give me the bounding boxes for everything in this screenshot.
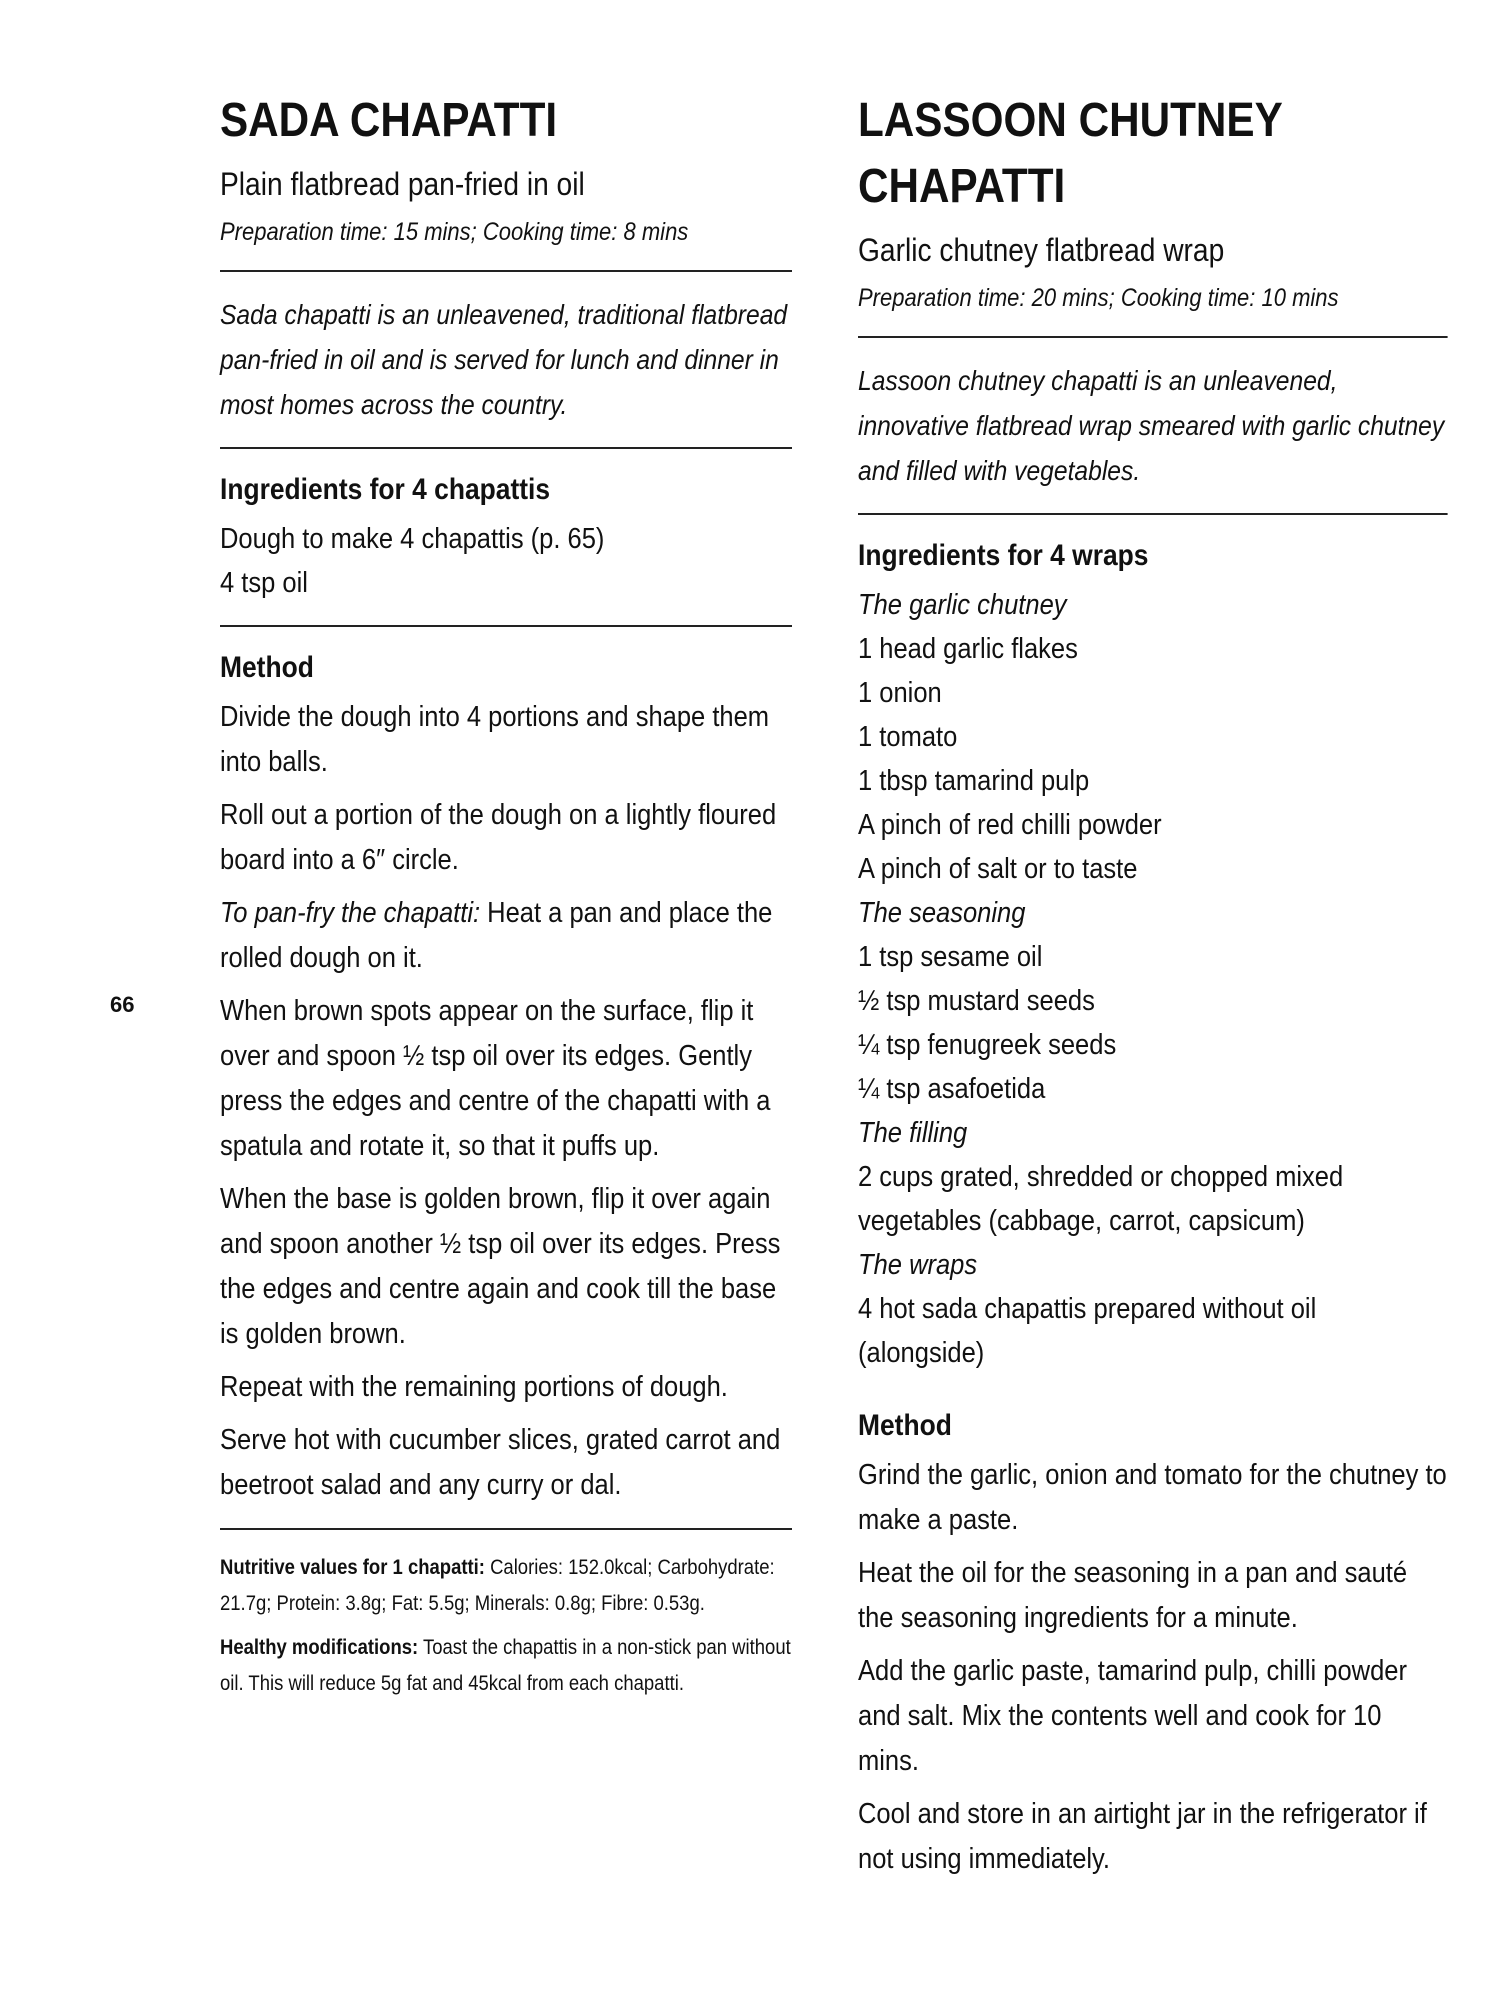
ingredient-item: 4 hot sada chapattis prepared without oil (alongside) bbox=[858, 1293, 1317, 1369]
divider bbox=[220, 270, 792, 272]
method-step: Serve hot with cucumber slices, grated carrot and beetroot salad and any curry or dal. bbox=[220, 1424, 781, 1501]
method-step: When brown spots appear on the surface, flip it over and spoon ½ tsp oil over its edges. Gently press the edges and centre of the chapatti with a spatula and rotate it, so that it puffs up. bbox=[220, 995, 771, 1162]
ingredient-item: ¼ tsp asafoetida bbox=[858, 1073, 1046, 1105]
method-step: Divide the dough into 4 portions and shape them into balls. bbox=[220, 701, 770, 778]
method-step bbox=[220, 891, 792, 981]
nutrition-text: Calories: 152.0kcal; Carbohydrate: 21.7g; Protein: 3.8g; Fat: 5.5g; Minerals: 0.8g; Fibre: 0.53g. bbox=[220, 1556, 775, 1615]
method-step-label: To pan-fry the chapatti: bbox=[220, 897, 481, 929]
recipe-intro: Lassoon chutney chapatti is an unleavened, innovative flatbread wrap smeared with garlic chutney and filled with vegetables. bbox=[858, 365, 1445, 486]
nutrition-label: Nutritive values for 1 chapatti: bbox=[220, 1556, 485, 1579]
recipe-timing: Preparation time: 20 mins; Cooking time: 10 mins bbox=[858, 284, 1339, 312]
recipe-title-line: LASSOON CHUTNEY bbox=[858, 94, 1283, 147]
method-step: Cool and store in an airtight jar in the refrigerator if not using immediately. bbox=[858, 1798, 1427, 1875]
method-step: Grind the garlic, onion and tomato for the chutney to make a paste. bbox=[858, 1459, 1447, 1536]
method-step: When the base is golden brown, flip it over again and spoon another ½ tsp oil over its edges. Press the edges and centre again and cook till the base is golden brown. bbox=[220, 1183, 781, 1350]
method-steps bbox=[220, 695, 792, 1508]
healthy-text: Toast the chapattis in a non-stick pan without oil. This will reduce 5g fat and 45kcal from each chapatti. bbox=[220, 1636, 791, 1695]
recipe-title bbox=[858, 88, 1448, 220]
divider bbox=[858, 336, 1448, 338]
method-heading: Method bbox=[858, 1409, 952, 1442]
ingredient-item: Dough to make 4 chapattis (p. 65) bbox=[220, 523, 605, 555]
ingredients-list bbox=[858, 583, 1448, 1375]
method-heading: Method bbox=[220, 651, 314, 684]
page-number: 66 bbox=[110, 992, 135, 1017]
healthy-note bbox=[220, 1630, 792, 1702]
method-step: Add the garlic paste, tamarind pulp, chilli powder and salt. Mix the contents well and cook for 10 mins. bbox=[858, 1655, 1407, 1777]
divider bbox=[858, 513, 1448, 515]
method-step: Heat the oil for the seasoning in a pan and sauté the seasoning ingredients for a minute. bbox=[858, 1557, 1408, 1634]
ingredient-item: 2 cups grated, shredded or chopped mixed vegetables (cabbage, carrot, capsicum) bbox=[858, 1161, 1344, 1237]
ingredient-item: 4 tsp oil bbox=[220, 567, 308, 599]
recipe-sada-chapatti bbox=[220, 88, 792, 1710]
divider bbox=[220, 1528, 792, 1530]
nutrition-note bbox=[220, 1550, 792, 1622]
recipe-lassoon-chutney-chapatti bbox=[858, 88, 1448, 1890]
method-step: Roll out a portion of the dough on a lightly floured board into a 6″ circle. bbox=[220, 799, 777, 876]
ingredients-list bbox=[220, 517, 792, 605]
ingredient-group-title: The wraps bbox=[858, 1249, 978, 1281]
ingredient-item: A pinch of red chilli powder bbox=[858, 809, 1162, 841]
ingredient-group-title: The filling bbox=[858, 1117, 968, 1149]
ingredients-heading: Ingredients for 4 chapattis bbox=[220, 473, 551, 506]
recipe-timing: Preparation time: 15 mins; Cooking time: 8 mins bbox=[220, 218, 689, 246]
ingredient-item: 1 tbsp tamarind pulp bbox=[858, 765, 1090, 797]
ingredient-group-title: The seasoning bbox=[858, 897, 1026, 929]
ingredient-item: A pinch of salt or to taste bbox=[858, 853, 1138, 885]
recipe-notes bbox=[220, 1550, 792, 1702]
recipe-title: SADA CHAPATTI bbox=[220, 94, 558, 147]
recipe-title-line: CHAPATTI bbox=[858, 160, 1066, 213]
ingredient-item: ½ tsp mustard seeds bbox=[858, 985, 1095, 1017]
recipe-intro: Sada chapatti is an unleavened, traditional flatbread pan-fried in oil and is served for lunch and dinner in most homes across the country. bbox=[220, 299, 788, 420]
spacer bbox=[858, 1375, 1448, 1405]
healthy-label: Healthy modifications: bbox=[220, 1636, 419, 1659]
ingredient-item: 1 onion bbox=[858, 677, 942, 709]
divider bbox=[220, 625, 792, 627]
ingredients-heading: Ingredients for 4 wraps bbox=[858, 539, 1149, 572]
recipe-subtitle: Plain flatbread pan-fried in oil bbox=[220, 166, 585, 202]
ingredient-item: ¼ tsp fenugreek seeds bbox=[858, 1029, 1117, 1061]
recipe-subtitle: Garlic chutney flatbread wrap bbox=[858, 232, 1225, 268]
ingredient-item: 1 tsp sesame oil bbox=[858, 941, 1043, 973]
method-step: Repeat with the remaining portions of dough. bbox=[220, 1371, 728, 1403]
method-step-text: Heat a pan and place the rolled dough on it. bbox=[220, 897, 773, 974]
ingredient-group-title: The garlic chutney bbox=[858, 589, 1067, 621]
divider bbox=[220, 447, 792, 449]
ingredient-item: 1 head garlic flakes bbox=[858, 633, 1078, 665]
ingredient-item: 1 tomato bbox=[858, 721, 958, 753]
method-steps bbox=[858, 1453, 1448, 1882]
